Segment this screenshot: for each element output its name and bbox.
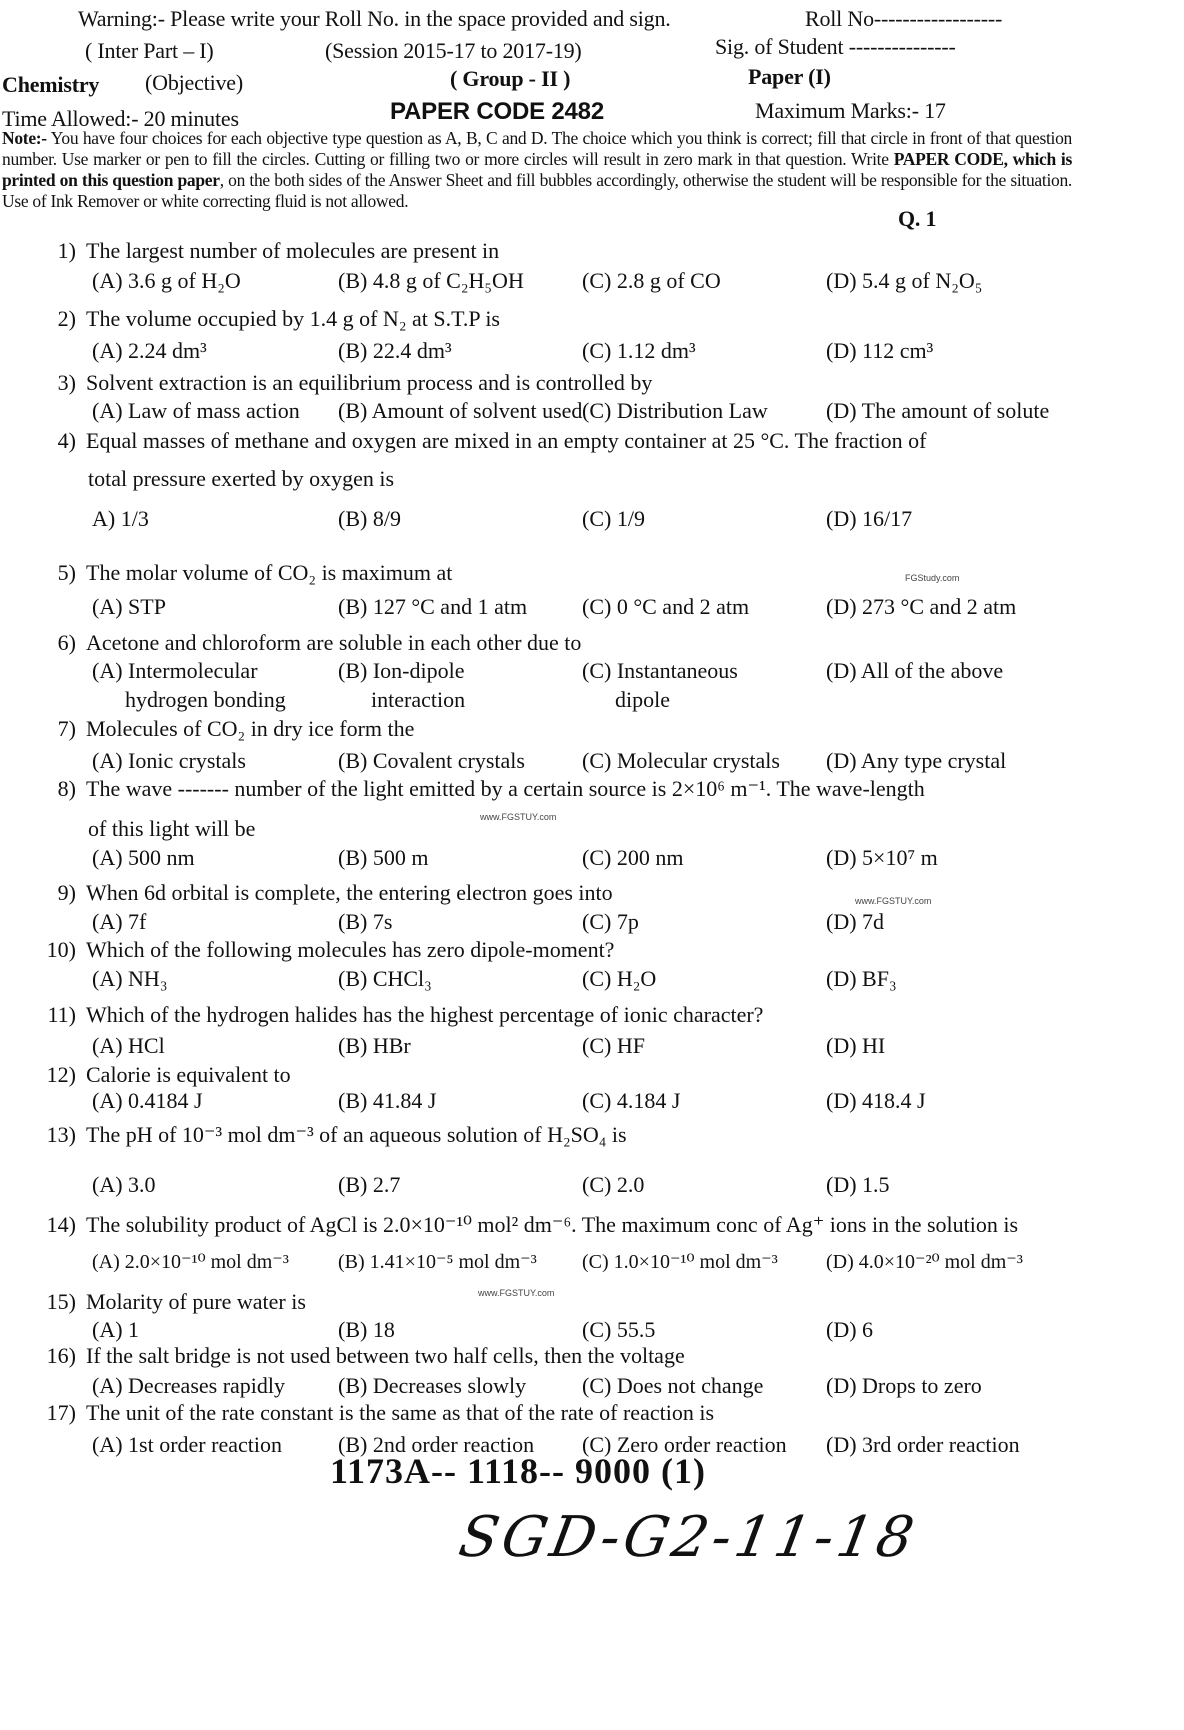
question-text: Calorie is equivalent to (86, 1062, 291, 1087)
watermark: www.FGSTUY.com (480, 812, 557, 822)
option-b: (B) 18 (338, 1317, 395, 1342)
question-text: Equal masses of methane and oxygen are mixed in an empty container at 25 °C. The fraction of (86, 428, 927, 453)
option-c: (C) 200 nm (582, 845, 684, 870)
question-number: 9) (57, 880, 76, 905)
question-3 (40, 370, 652, 396)
question-5 (40, 560, 452, 586)
watermark: www.FGSTUY.com (478, 1288, 555, 1298)
option-a: (A) 7f (92, 909, 147, 934)
warning-text: Warning:- Please write your Roll No. in the space provided and sign. (78, 6, 671, 31)
watermark: www.FGSTUY.com (855, 896, 932, 906)
option-c: (C) 4.184 J (582, 1088, 681, 1113)
question-text: Which of the following molecules has zero dipole-moment? (86, 937, 615, 962)
group: ( Group - II ) (450, 66, 571, 91)
question-number: 12) (46, 1062, 76, 1087)
max-marks: Maximum Marks:- 17 (755, 98, 946, 123)
option-d: (D) 418.4 J (826, 1088, 926, 1113)
question-text: The volume occupied by 1.4 g of N₂ at S.T.P is (86, 306, 500, 331)
question-text: The wave ------- number of the light emitted by a certain source is 2×10⁶ m⁻¹. The wave-length (86, 776, 925, 801)
question-text: When 6d orbital is complete, the entering electron goes into (86, 880, 613, 905)
option-c: (C) HF (582, 1033, 645, 1058)
option-b: (B) 7s (338, 909, 393, 934)
option-d: (D) 3rd order reaction (826, 1432, 1020, 1457)
question-label: Q. 1 (898, 206, 937, 231)
question-9 (40, 880, 613, 906)
option-d: (D) Drops to zero (826, 1373, 982, 1398)
option-d: (D) HI (826, 1033, 886, 1058)
option-a: (A) 500 nm (92, 845, 195, 870)
option-d: (D) 5.4 g of N₂O₅ (826, 268, 983, 293)
question-10 (40, 937, 614, 963)
question-11 (40, 1002, 763, 1028)
question-number: 13) (46, 1122, 76, 1147)
question-8 (40, 776, 925, 802)
option-d: (D) 5×10⁷ m (826, 845, 938, 870)
question-text: The molar volume of CO₂ is maximum at (86, 560, 453, 585)
note-label: Note:- (2, 128, 47, 148)
question-number: 16) (46, 1343, 76, 1368)
roll-no-field: Roll No------------------ (805, 6, 1003, 31)
option-a: (A) Intermolecular hydrogen bonding (92, 658, 286, 712)
option-a: (A) Law of mass action (92, 398, 300, 423)
question-number: 4) (57, 428, 76, 453)
session: (Session 2015-17 to 2017-19) (325, 38, 582, 63)
question-17 (40, 1400, 714, 1426)
option-b: (B) Decreases slowly (338, 1373, 527, 1398)
option-c: (C) Molecular crystals (582, 748, 780, 773)
objective-label: (Objective) (145, 70, 243, 95)
watermark: FGStudy.com (905, 573, 960, 583)
option-a: (A) STP (92, 594, 166, 619)
option-c: (C) 2.8 g of CO (582, 268, 721, 293)
question-number: 7) (57, 716, 76, 741)
option-c: (C) 0 °C and 2 atm (582, 594, 750, 619)
question-number: 14) (46, 1212, 76, 1237)
question-16 (40, 1343, 685, 1369)
option-d: (D) BF₃ (826, 966, 897, 991)
option-b: (B) Amount of solvent used (338, 398, 583, 423)
option-d: (D) 1.5 (826, 1172, 890, 1197)
option-a: (A) Ionic crystals (92, 748, 246, 773)
question-number: 15) (46, 1289, 76, 1314)
note-text: You have four choices for each objective type question as A, B, C and D. The choice which you think is correct; fill that circle in front of that question number. Use marker or pen to fill the circles. Cutting or filling two or more circles will result in zero mark in that question. Write (2, 128, 1072, 169)
question-number: 11) (47, 1002, 76, 1027)
option-c: (C) H₂O (582, 966, 657, 991)
question-text: The pH of 10⁻³ mol dm⁻³ of an aqueous solution of H₂SO₄ is (86, 1122, 627, 1147)
question-7 (40, 716, 414, 742)
question-text: Acetone and chloroform are soluble in each other due to (86, 630, 582, 655)
option-b: (B) 1.41×10⁻⁵ mol dm⁻³ (338, 1251, 537, 1273)
paper-code: PAPER CODE 2482 (390, 98, 604, 125)
question-number: 10) (46, 937, 76, 962)
question-number: 2) (57, 306, 76, 331)
question-13 (40, 1122, 627, 1148)
option-c: (C) Distribution Law (582, 398, 768, 423)
option-a: (A) 1 (92, 1317, 140, 1342)
option-d: (D) 7d (826, 909, 885, 934)
footer-code: 1173A-- 1118-- 9000 (1) (330, 1451, 706, 1491)
question-2 (40, 306, 500, 332)
student-signature-field: Sig. of Student --------------- (715, 34, 956, 59)
question-number: 6) (57, 630, 76, 655)
option-b: (B) Covalent crystals (338, 748, 525, 773)
note-bold: PAPER CODE, which is printed on this question paper (2, 149, 1072, 190)
option-d: (D) Any type crystal (826, 748, 1007, 773)
option-c: (C) 1.12 dm³ (582, 338, 696, 363)
option-c: (C) 7p (582, 909, 639, 934)
question-number: 3) (57, 370, 76, 395)
question-text-continued: of this light will be (88, 816, 256, 841)
option-b: (B) 500 m (338, 845, 429, 870)
option-a: (A) 1st order reaction (92, 1432, 282, 1457)
question-text: Molecules of CO₂ in dry ice form the (86, 716, 415, 741)
option-b: (B) 41.84 J (338, 1088, 437, 1113)
question-text: The largest number of molecules are present in (86, 238, 500, 263)
question-text: Molarity of pure water is (86, 1289, 306, 1314)
question-text: The unit of the rate constant is the same as that of the rate of reaction is (86, 1400, 714, 1425)
option-a: (A) 3.0 (92, 1172, 156, 1197)
option-b: (B) 4.8 g of C₂H₅OH (338, 268, 524, 293)
question-number: 8) (57, 776, 76, 801)
option-c: (C) 1.0×10⁻¹⁰ mol dm⁻³ (582, 1251, 778, 1273)
option-c: (C) 2.0 (582, 1172, 645, 1197)
option-a: (A) HCl (92, 1033, 165, 1058)
option-c: (C) Does not change (582, 1373, 764, 1398)
option-a: A) 1/3 (92, 506, 149, 531)
option-a: (A) 3.6 g of H₂O (92, 268, 241, 293)
question-1 (40, 238, 499, 264)
option-c: (C) Zero order reaction (582, 1432, 787, 1457)
time-allowed: Time Allowed:- 20 minutes (2, 106, 239, 131)
question-number: 1) (57, 238, 76, 263)
question-12 (40, 1062, 291, 1088)
handwritten-note: SGD-G2-11-18 (454, 1505, 923, 1570)
option-a: (A) 2.24 dm³ (92, 338, 207, 363)
option-d: (D) 112 cm³ (826, 338, 934, 363)
option-c: (C) Instantaneous dipole (582, 658, 738, 712)
option-b: (B) 22.4 dm³ (338, 338, 452, 363)
question-number: 17) (46, 1400, 76, 1425)
paper-number: Paper (I) (748, 64, 831, 89)
option-c: (C) 1/9 (582, 506, 645, 531)
option-a: (A) 2.0×10⁻¹⁰ mol dm⁻³ (92, 1251, 289, 1273)
question-text: If the salt bridge is not used between two half cells, then the voltage (86, 1343, 685, 1368)
question-14 (40, 1212, 1018, 1238)
option-b: (B) Ion-dipole interaction (338, 658, 466, 712)
option-b: (B) 2.7 (338, 1172, 401, 1197)
question-number: 5) (57, 560, 76, 585)
option-b: (B) 127 °C and 1 atm (338, 594, 528, 619)
subject: Chemistry (2, 72, 100, 97)
question-15 (40, 1289, 306, 1315)
option-c: (C) 55.5 (582, 1317, 656, 1342)
option-d: (D) 4.0×10⁻²⁰ mol dm⁻³ (826, 1251, 1023, 1273)
option-a: (A) NH₃ (92, 966, 168, 991)
option-b: (B) HBr (338, 1033, 411, 1058)
question-text-continued: total pressure exerted by oxygen is (88, 466, 395, 491)
question-text: Solvent extraction is an equilibrium process and is controlled by (86, 370, 653, 395)
note-text-2: , on the both sides of the Answer Sheet and fill bubbles accordingly, otherwise the student will be responsible for the situation. Use of Ink Remover or white correcting fluid is not allowed. (2, 170, 1072, 211)
question-text: The solubility product of AgCl is 2.0×10⁻¹⁰ mol² dm⁻⁶. The maximum conc of Ag⁺ ions in the solution is (86, 1212, 1019, 1237)
option-d: (D) 16/17 (826, 506, 913, 531)
inter-part: ( Inter Part – I) (85, 38, 214, 63)
option-d: (D) All of the above (826, 658, 1004, 683)
option-b: (B) 2nd order reaction (338, 1432, 535, 1457)
option-a: (A) 0.4184 J (92, 1088, 203, 1113)
option-b: (B) CHCl₃ (338, 966, 432, 991)
instructions-note (2, 128, 1072, 212)
option-d: (D) 273 °C and 2 atm (826, 594, 1017, 619)
question-4 (40, 428, 926, 454)
option-d: (D) 6 (826, 1317, 874, 1342)
question-6 (40, 630, 581, 656)
question-text: Which of the hydrogen halides has the highest percentage of ionic character? (86, 1002, 764, 1027)
option-d: (D) The amount of solute (826, 398, 1050, 423)
option-a: (A) Decreases rapidly (92, 1373, 286, 1398)
option-b: (B) 8/9 (338, 506, 401, 531)
